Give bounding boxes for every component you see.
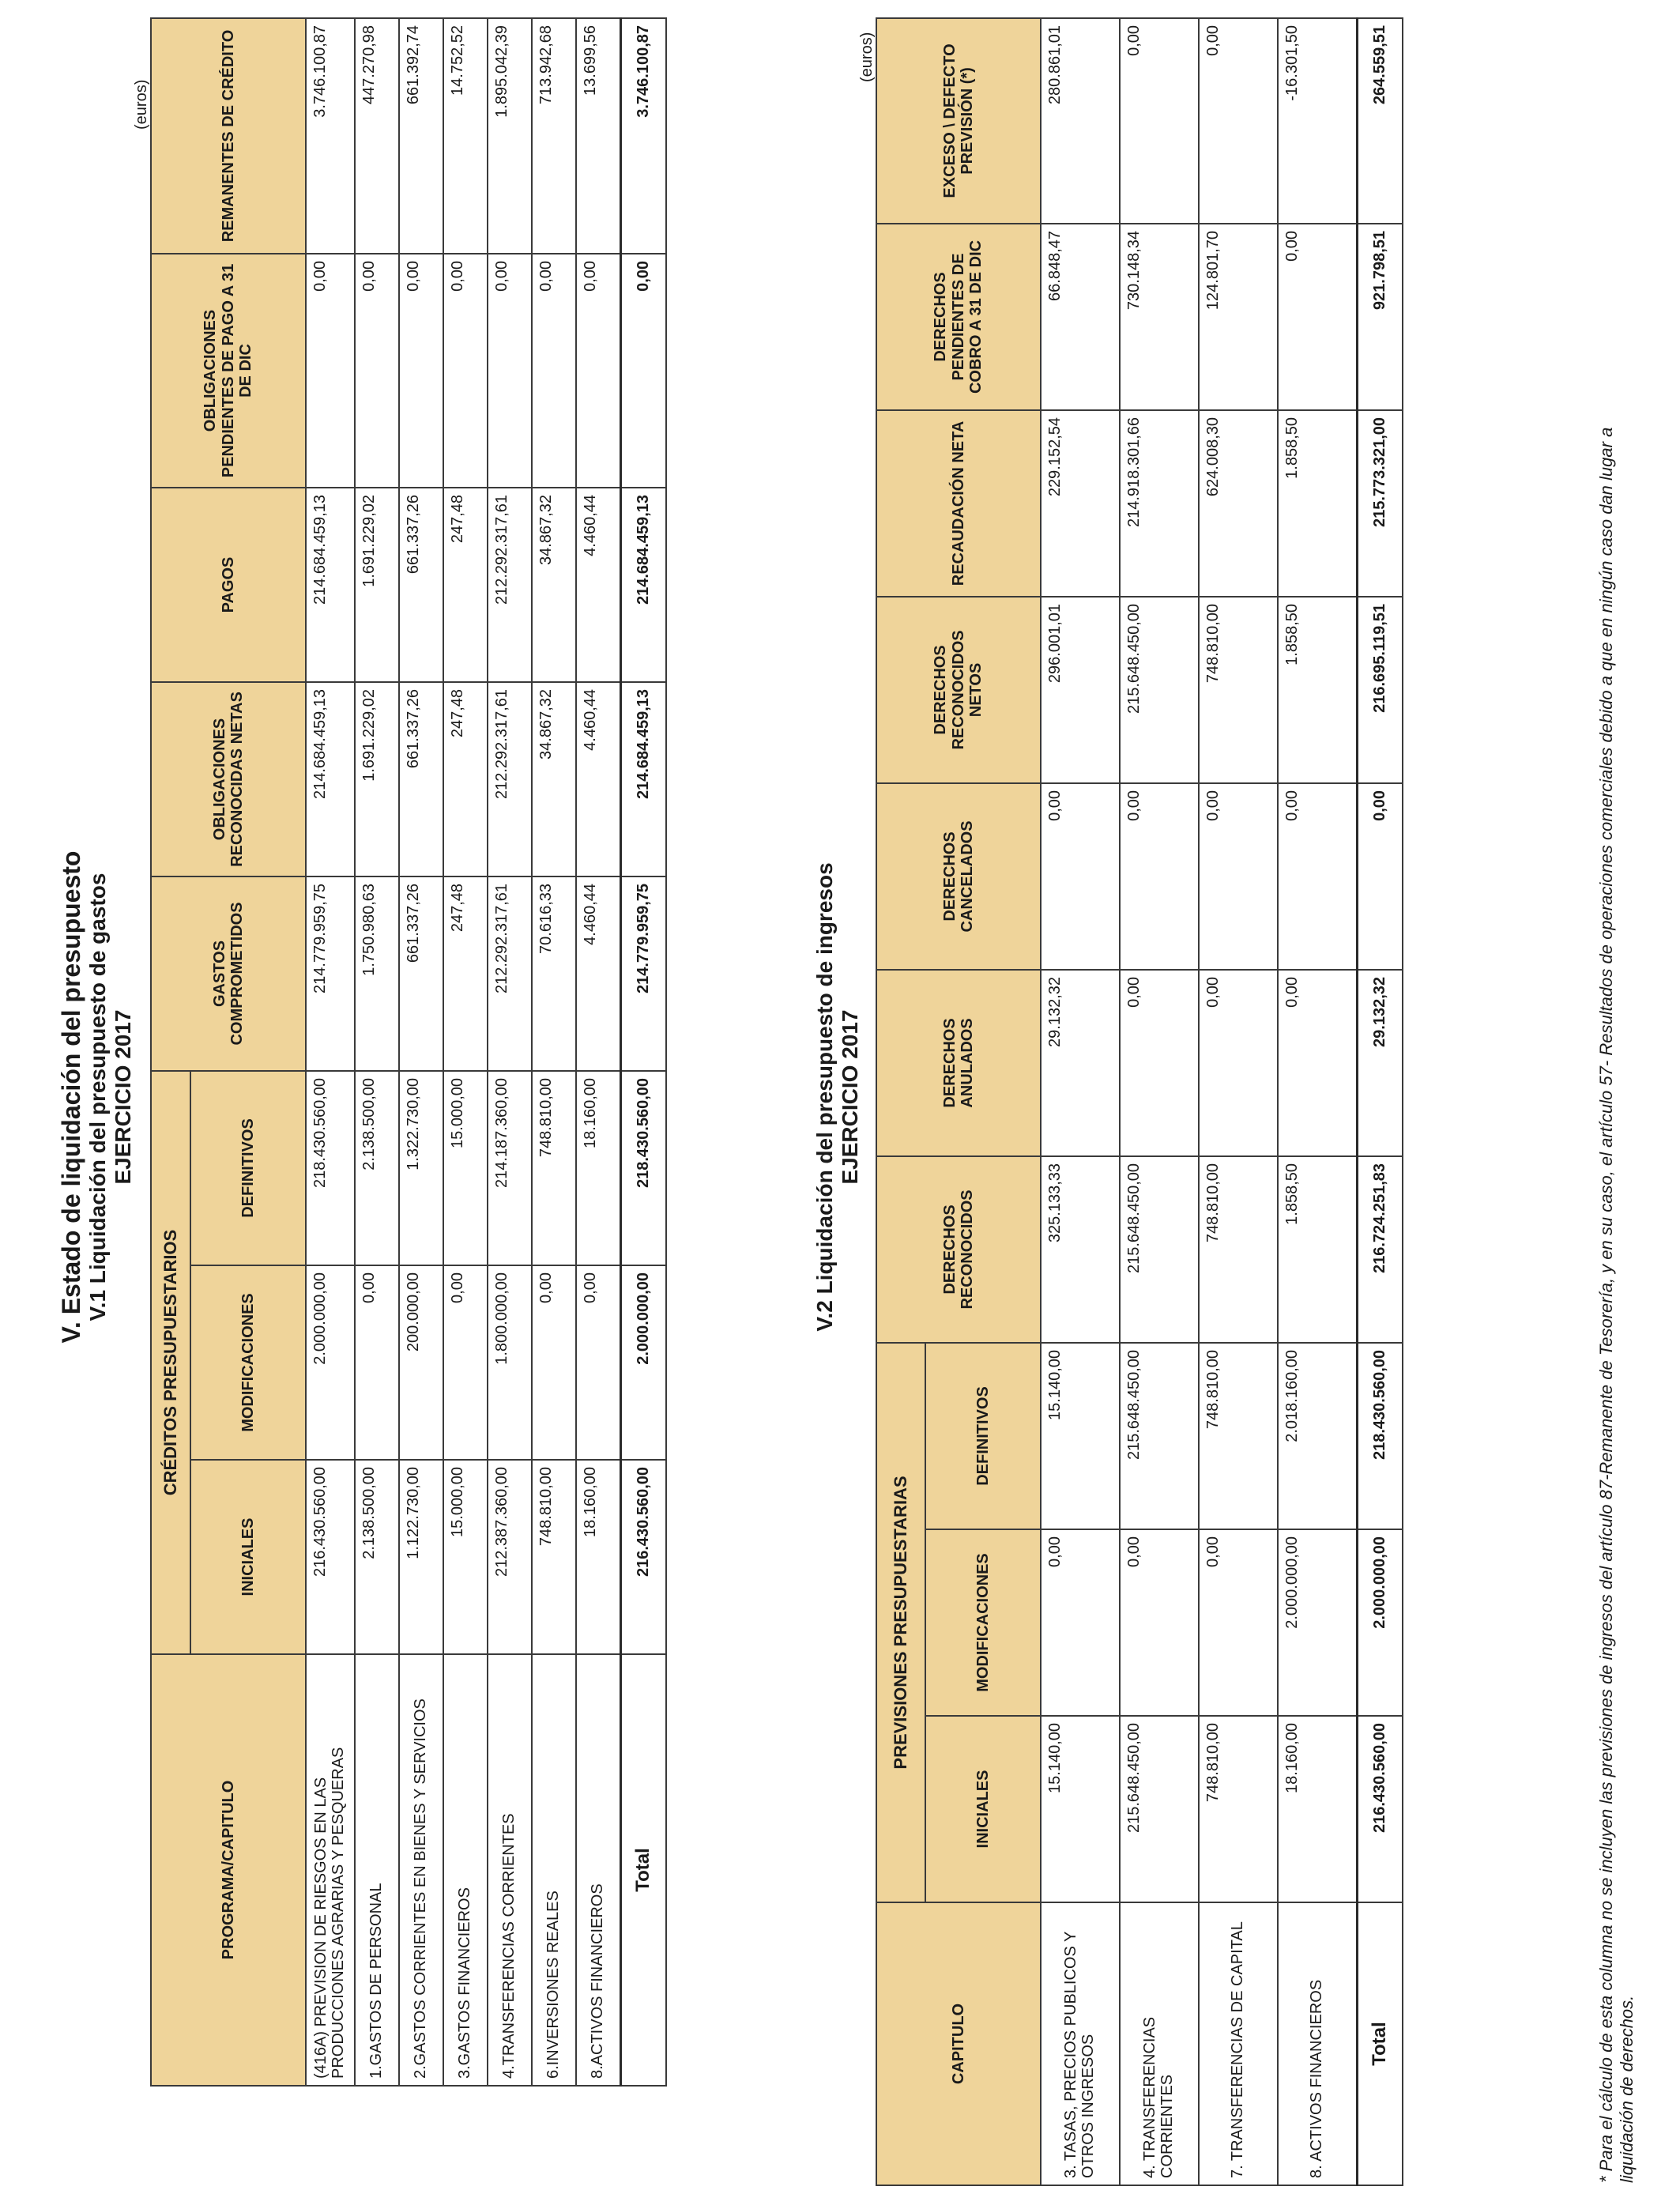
total-definitivos: 218.430.560,00	[1357, 1343, 1403, 1529]
table-row	[1199, 18, 1278, 2185]
header-derechos-anulados: DERECHOS ANULADOS	[876, 970, 1041, 1156]
cell-derechos-cancelados: 0,00	[1199, 783, 1278, 970]
cell-derechos-reconocidos: 325.133,33	[1041, 1156, 1120, 1343]
cell-iniciales: 18.160,00	[1278, 1716, 1357, 1902]
cell-derechos-anulados: 0,00	[1120, 970, 1199, 1156]
header-pendientes-cobro: DERECHOS PENDIENTES DE COBRO A 31 DE DIC	[876, 224, 1041, 410]
cell-obligaciones-reconocidas: 247,48	[443, 682, 488, 876]
cell-definitivos: 748.810,00	[532, 1071, 576, 1265]
total-definitivos: 218.430.560,00	[620, 1071, 666, 1265]
cell-derechos-netos: 296.001,01	[1041, 597, 1120, 783]
total-exceso: 264.559,51	[1357, 18, 1403, 224]
cell-modificaciones: 0,00	[1120, 1529, 1199, 1716]
header-derechos-reconocidos: DERECHOS RECONOCIDOS	[876, 1156, 1041, 1343]
cell-iniciales: 15.000,00	[443, 1460, 488, 1654]
cell-gastos-comprometidos: 214.779.959,75	[306, 876, 355, 1071]
cell-pendientes-cobro: 124.801,70	[1199, 224, 1278, 410]
cell-derechos-reconocidos: 748.810,00	[1199, 1156, 1278, 1343]
cell-modificaciones: 0,00	[1199, 1529, 1278, 1716]
cell-obligaciones-reconocidas: 661.337,26	[399, 682, 443, 876]
cell-definitivos: 2.138.500,00	[355, 1071, 399, 1265]
cell-obligaciones-reconocidas: 34.867,32	[532, 682, 576, 876]
gastos-year: EJERCICIO 2017	[111, 1009, 135, 1185]
cell-iniciales: 18.160,00	[576, 1460, 620, 1654]
header-pagos: PAGOS	[151, 488, 306, 682]
total-row	[1357, 18, 1403, 2185]
cell-iniciales: 2.138.500,00	[355, 1460, 399, 1654]
header-obligaciones-reconocidas: OBLIGACIONES RECONOCIDAS NETAS	[151, 682, 306, 876]
cell-modificaciones: 2.000.000,00	[306, 1265, 355, 1460]
cell-derechos-anulados: 0,00	[1278, 970, 1357, 1156]
cell-obligaciones-pendientes: 0,00	[488, 254, 532, 488]
cell-obligaciones-reconocidas: 214.684.459,13	[306, 682, 355, 876]
cell-iniciales: 215.648.450,00	[1120, 1716, 1199, 1902]
table-row	[306, 18, 355, 2086]
cell-obligaciones-pendientes: 0,00	[399, 254, 443, 488]
row-label: 6.INVERSIONES REALES	[532, 1654, 576, 2086]
cell-iniciales: 748.810,00	[1199, 1716, 1278, 1902]
total-label: Total	[1357, 1902, 1403, 2185]
total-modificaciones: 2.000.000,00	[620, 1265, 666, 1460]
table-row	[1278, 18, 1357, 2185]
total-iniciales: 216.430.560,00	[620, 1460, 666, 1654]
cell-recaudacion: 229.152,54	[1041, 410, 1120, 597]
cell-obligaciones-pendientes: 0,00	[306, 254, 355, 488]
cell-modificaciones: 2.000.000,00	[1278, 1529, 1357, 1716]
header-gastos-comprometidos: GASTOS COMPROMETIDOS	[151, 876, 306, 1071]
cell-pendientes-cobro: 66.848,47	[1041, 224, 1120, 410]
ingresos-unit: (euros)	[858, 32, 876, 82]
header-modificaciones: MODIFICACIONES	[190, 1265, 306, 1460]
cell-derechos-reconocidos: 215.648.450,00	[1120, 1156, 1199, 1343]
cell-modificaciones: 0,00	[443, 1265, 488, 1460]
cell-gastos-comprometidos: 212.292.317,61	[488, 876, 532, 1071]
total-iniciales: 216.430.560,00	[1357, 1716, 1403, 1902]
header-capitulo: CAPITULO	[876, 1902, 1041, 2185]
header-derechos-cancelados: DERECHOS CANCELADOS	[876, 783, 1041, 970]
header-iniciales: INICIALES	[190, 1460, 306, 1654]
cell-recaudacion: 624.008,30	[1199, 410, 1278, 597]
cell-remanentes: 14.752,52	[443, 18, 488, 254]
cell-modificaciones: 0,00	[532, 1265, 576, 1460]
cell-gastos-comprometidos: 247,48	[443, 876, 488, 1071]
cell-definitivos: 1.322.730,00	[399, 1071, 443, 1265]
cell-pagos: 1.691.229,02	[355, 488, 399, 682]
cell-pendientes-cobro: 0,00	[1278, 224, 1357, 410]
cell-iniciales: 1.122.730,00	[399, 1460, 443, 1654]
cell-derechos-netos: 1.858,50	[1278, 597, 1357, 783]
total-derechos-reconocidos: 216.724.251,83	[1357, 1156, 1403, 1343]
cell-exceso: 0,00	[1120, 18, 1199, 224]
table-row	[1041, 18, 1120, 2185]
cell-gastos-comprometidos: 4.460,44	[576, 876, 620, 1071]
cell-modificaciones: 0,00	[355, 1265, 399, 1460]
cell-obligaciones-reconocidas: 212.292.317,61	[488, 682, 532, 876]
header-modificaciones: MODIFICACIONES	[925, 1529, 1041, 1716]
cell-exceso: 280.861,01	[1041, 18, 1120, 224]
cell-definitivos: 15.140,00	[1041, 1343, 1120, 1529]
total-row	[620, 18, 666, 2086]
row-label: 4. TRANSFERENCIAS CORRIENTES	[1120, 1902, 1199, 2185]
cell-derechos-anulados: 29.132,32	[1041, 970, 1120, 1156]
row-label: 4.TRANSFERENCIAS CORRIENTES	[488, 1654, 532, 2086]
header-iniciales: INICIALES	[925, 1716, 1041, 1902]
cell-definitivos: 18.160,00	[576, 1071, 620, 1265]
group-header-creditos: CRÉDITOS PRESUPUESTARIOS	[151, 1071, 190, 1654]
cell-iniciales: 15.140,00	[1041, 1716, 1120, 1902]
row-label: 3. TASAS, PRECIOS PUBLICOS Y OTROS INGRESOS	[1041, 1902, 1120, 2185]
total-derechos-cancelados: 0,00	[1357, 783, 1403, 970]
table-row	[399, 18, 443, 2086]
total-derechos-anulados: 29.132,32	[1357, 970, 1403, 1156]
cell-pagos: 214.684.459,13	[306, 488, 355, 682]
row-label: 1.GASTOS DE PERSONAL	[355, 1654, 399, 2086]
cell-gastos-comprometidos: 661.337,26	[399, 876, 443, 1071]
cell-iniciales: 216.430.560,00	[306, 1460, 355, 1654]
cell-exceso: -16.301,50	[1278, 18, 1357, 224]
cell-recaudacion: 1.858,50	[1278, 410, 1357, 597]
header-definitivos: DEFINITIVOS	[925, 1343, 1041, 1529]
cell-derechos-cancelados: 0,00	[1278, 783, 1357, 970]
header-programa: PROGRAMA/CAPITULO	[151, 1654, 306, 2086]
row-label: 8. ACTIVOS FINANCIEROS	[1278, 1902, 1357, 2185]
header-derechos-netos: DERECHOS RECONOCIDOS NETOS	[876, 597, 1041, 783]
header-exceso: EXCESO \ DEFECTO PREVISIÓN (*)	[876, 18, 1041, 224]
ingresos-year: EJERCICIO 2017	[838, 1009, 862, 1185]
cell-derechos-cancelados: 0,00	[1041, 783, 1120, 970]
cell-pagos: 34.867,32	[532, 488, 576, 682]
cell-obligaciones-pendientes: 0,00	[576, 254, 620, 488]
cell-obligaciones-reconocidas: 4.460,44	[576, 682, 620, 876]
row-label: 8.ACTIVOS FINANCIEROS	[576, 1654, 620, 2086]
cell-definitivos: 2.018.160,00	[1278, 1343, 1357, 1529]
cell-definitivos: 215.648.450,00	[1120, 1343, 1199, 1529]
cell-exceso: 0,00	[1199, 18, 1278, 224]
cell-remanentes: 661.392,74	[399, 18, 443, 254]
cell-gastos-comprometidos: 1.750.980,63	[355, 876, 399, 1071]
gastos-unit: (euros)	[133, 79, 150, 130]
table-row	[532, 18, 576, 2086]
cell-derechos-netos: 215.648.450,00	[1120, 597, 1199, 783]
cell-obligaciones-pendientes: 0,00	[532, 254, 576, 488]
cell-remanentes: 13.699,56	[576, 18, 620, 254]
row-label: (416A) PREVISION DE RIESGOS EN LAS PRODUCCIONES AGRARIAS Y PESQUERAS	[306, 1654, 355, 2086]
total-obligaciones-pendientes: 0,00	[620, 254, 666, 488]
cell-gastos-comprometidos: 70.616,33	[532, 876, 576, 1071]
cell-obligaciones-pendientes: 0,00	[443, 254, 488, 488]
gastos-table	[150, 17, 667, 2087]
total-modificaciones: 2.000.000,00	[1357, 1529, 1403, 1716]
row-label: 3.GASTOS FINANCIEROS	[443, 1654, 488, 2086]
header-remanentes: REMANENTES DE CRÉDITO	[151, 18, 306, 254]
total-remanentes: 3.746.100,87	[620, 18, 666, 254]
cell-derechos-netos: 748.810,00	[1199, 597, 1278, 783]
section-title: V. Estado de liquidación del presupuesto	[57, 850, 85, 1344]
total-recaudacion: 215.773.321,00	[1357, 410, 1403, 597]
cell-remanentes: 3.746.100,87	[306, 18, 355, 254]
cell-remanentes: 447.270,98	[355, 18, 399, 254]
table-row	[443, 18, 488, 2086]
cell-definitivos: 218.430.560,00	[306, 1071, 355, 1265]
cell-iniciales: 212.387.360,00	[488, 1460, 532, 1654]
cell-modificaciones: 200.000,00	[399, 1265, 443, 1460]
cell-derechos-anulados: 0,00	[1199, 970, 1278, 1156]
table-row	[355, 18, 399, 2086]
header-definitivos: DEFINITIVOS	[190, 1071, 306, 1265]
cell-definitivos: 748.810,00	[1199, 1343, 1278, 1529]
cell-pagos: 212.292.317,61	[488, 488, 532, 682]
gastos-title: V.1 Liquidación del presupuesto de gastos	[85, 873, 110, 1321]
ingresos-title: V.2 Liquidación del presupuesto de ingresos	[812, 862, 837, 1332]
total-pendientes-cobro: 921.798,51	[1357, 224, 1403, 410]
ingresos-table	[876, 17, 1403, 2186]
row-label: 7. TRANSFERENCIAS DE CAPITAL	[1199, 1902, 1278, 2185]
cell-remanentes: 1.895.042,39	[488, 18, 532, 254]
cell-iniciales: 748.810,00	[532, 1460, 576, 1654]
table-row	[576, 18, 620, 2086]
cell-remanentes: 713.942,68	[532, 18, 576, 254]
cell-pendientes-cobro: 730.148,34	[1120, 224, 1199, 410]
cell-obligaciones-reconocidas: 1.691.229,02	[355, 682, 399, 876]
cell-pagos: 4.460,44	[576, 488, 620, 682]
cell-modificaciones: 0,00	[1041, 1529, 1120, 1716]
total-pagos: 214.684.459,13	[620, 488, 666, 682]
cell-derechos-reconocidos: 1.858,50	[1278, 1156, 1357, 1343]
table-row	[488, 18, 532, 2086]
cell-definitivos: 214.187.360,00	[488, 1071, 532, 1265]
total-gastos-comprometidos: 214.779.959,75	[620, 876, 666, 1071]
total-derechos-netos: 216.695.119,51	[1357, 597, 1403, 783]
group-header-previsiones: PREVISIONES PRESUPUESTARIAS	[876, 1343, 925, 1902]
header-recaudacion: RECAUDACIÓN NETA	[876, 410, 1041, 597]
header-obligaciones-pendientes: OBLIGACIONES PENDIENTES DE PAGO A 31 DE DIC	[151, 254, 306, 488]
footnote: * Para el cálculo de esta columna no se incluyen las previsiones de ingresos del artículo 87-Remanente de Tesorería, y en su caso, el artículo 57- Resultados de operaciones comerciales debido a que en ningún caso dan lugar a liquidación de derechos.	[1596, 427, 1637, 2183]
total-label: Total	[620, 1654, 666, 2086]
cell-modificaciones: 0,00	[576, 1265, 620, 1460]
cell-obligaciones-pendientes: 0,00	[355, 254, 399, 488]
total-obligaciones-reconocidas: 214.684.459,13	[620, 682, 666, 876]
cell-pagos: 247,48	[443, 488, 488, 682]
row-label: 2.GASTOS CORRIENTES EN BIENES Y SERVICIOS	[399, 1654, 443, 2086]
cell-modificaciones: 1.800.000,00	[488, 1265, 532, 1460]
cell-definitivos: 15.000,00	[443, 1071, 488, 1265]
cell-derechos-cancelados: 0,00	[1120, 783, 1199, 970]
table-row	[1120, 18, 1199, 2185]
cell-recaudacion: 214.918.301,66	[1120, 410, 1199, 597]
cell-pagos: 661.337,26	[399, 488, 443, 682]
